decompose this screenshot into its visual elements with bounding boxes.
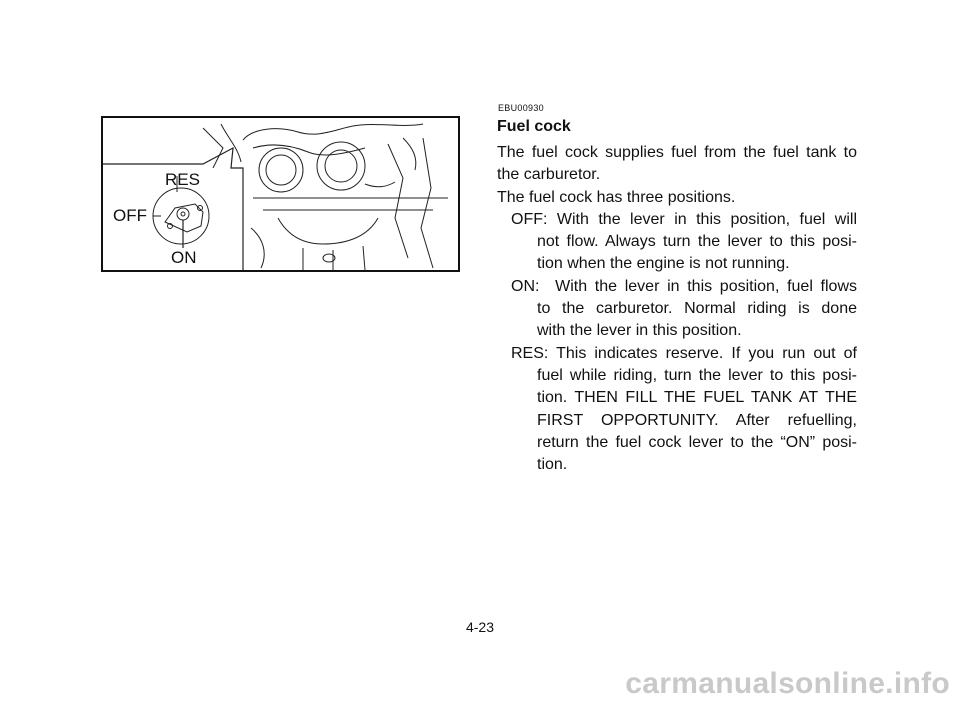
document-code: EBU00930	[498, 103, 544, 113]
intro-paragraph-2: The fuel cock has three positions.	[497, 188, 736, 206]
position-off-line-1: OFF: With the lever in this position, fuel will	[511, 210, 857, 228]
position-res	[497, 343, 857, 477]
page-number: 4-23	[465, 619, 495, 635]
section-heading: Fuel cock	[497, 118, 571, 135]
position-res-line-6: tion.	[537, 456, 568, 474]
position-res-line-1: RES: This indicates reserve. If you run out of	[511, 344, 857, 362]
intro-paragraph-1: The fuel cock supplies fuel from the fuel tank to the carburetor.	[497, 144, 857, 184]
position-res-line-2: fuel while riding, turn the lever to this posi-	[537, 366, 857, 384]
position-res-line-4: FIRST OPPORTUNITY. After refuelling,	[537, 411, 857, 429]
position-off	[497, 209, 857, 276]
position-off-line-2: not flow. Always turn the lever to this posi-	[537, 233, 857, 251]
fuel-cock-figure	[101, 116, 460, 272]
watermark: carmanualsonline.info	[625, 667, 950, 700]
position-res-line-3: tion. THEN FILL THE FUEL TANK AT THE	[537, 389, 857, 407]
position-on	[497, 276, 857, 343]
off-label: OFF	[113, 206, 147, 225]
position-off-line-3: tion when the engine is not running.	[537, 255, 790, 273]
position-on-line-3: with the lever in this position.	[537, 322, 742, 340]
fuel-cock-illustration	[103, 118, 460, 272]
res-label: RES	[165, 170, 200, 189]
position-on-line-2: to the carburetor. Normal riding is done	[537, 300, 857, 318]
position-res-line-5: return the fuel cock lever to the “ON” posi-	[537, 433, 857, 451]
position-on-line-1: ON: With the lever in this position, fuel flows	[511, 277, 857, 295]
on-label: ON	[171, 248, 197, 267]
section-body	[497, 142, 857, 476]
